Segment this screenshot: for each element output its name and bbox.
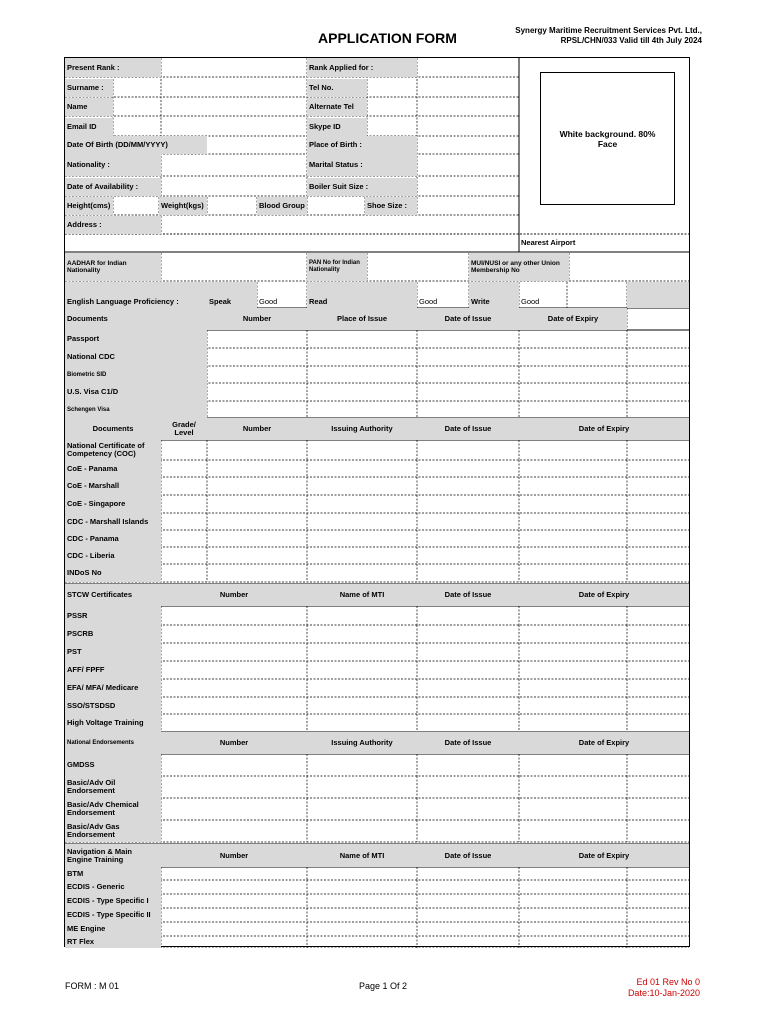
- revision-date: Date:10-Jan-2020: [627, 988, 700, 998]
- documents-header-4: Date of Expiry: [519, 308, 627, 330]
- stcw-row-0-field-4[interactable]: [519, 606, 627, 625]
- blood-group-field[interactable]: [307, 197, 365, 215]
- stcw-row-3-field-1[interactable]: [161, 661, 307, 679]
- stcw-row-2-field-2[interactable]: [307, 643, 417, 661]
- documents-row-1-field-3[interactable]: [417, 348, 519, 366]
- documents-row-2-field-5[interactable]: [627, 366, 689, 383]
- stcw-row-1-field-4[interactable]: [519, 625, 627, 643]
- stcw-header-1: Number: [161, 584, 307, 606]
- endorsements-row-1-label: Basic/Adv Oil Endorsement: [65, 776, 161, 798]
- stcw-row-4-field-1[interactable]: [161, 679, 307, 697]
- stcw-row-5-label: SSO/STSDSD: [65, 697, 161, 714]
- navigation-header-3: Date of Issue: [417, 844, 519, 867]
- navigation-row-2-field-3[interactable]: [417, 894, 519, 908]
- coc-row-4-field-1[interactable]: [161, 513, 207, 530]
- revision-info: [628, 977, 700, 999]
- navigation-row-1-label: ECDIS - Generic: [65, 880, 161, 894]
- navigation-row-4-field-2[interactable]: [307, 922, 417, 936]
- coc-row-6-field-6[interactable]: [627, 547, 689, 564]
- name-label: Name: [65, 98, 113, 116]
- coc-row-2-field-5[interactable]: [519, 477, 627, 495]
- rank-applied-field[interactable]: [417, 58, 519, 77]
- stcw-row-3-field-2[interactable]: [307, 661, 417, 679]
- coc-row-5-field-6[interactable]: [627, 530, 689, 547]
- endorsements-row-3-field-4[interactable]: [519, 820, 627, 842]
- shoe-label: Shoe Size :: [365, 197, 417, 215]
- coc-row-3-field-6[interactable]: [627, 495, 689, 513]
- documents-header-0: Documents: [65, 308, 207, 330]
- coc-row-7-field-4[interactable]: [417, 564, 519, 582]
- union-field[interactable]: [569, 253, 689, 281]
- pan-label: PAN No for Indian Nationality: [307, 253, 367, 281]
- coc-row-6-field-5[interactable]: [519, 547, 627, 564]
- documents-row-4-field-1[interactable]: [207, 401, 307, 418]
- coc-row-4-field-2[interactable]: [207, 513, 307, 530]
- endorsements-header-0: National Endorsements: [65, 732, 161, 754]
- present-rank-label: Present Rank :: [65, 58, 161, 77]
- stcw-header-4: Date of Expiry: [519, 584, 689, 606]
- address-label: Address :: [65, 216, 161, 234]
- stcw-row-2-field-1[interactable]: [161, 643, 307, 661]
- navigation-row-3-field-5[interactable]: [627, 908, 689, 922]
- navigation-row-0-label: BTM: [65, 867, 161, 880]
- coc-row-6-field-2[interactable]: [207, 547, 307, 564]
- stcw-row-6-field-3[interactable]: [417, 714, 519, 732]
- coc-row-4-field-3[interactable]: [307, 513, 417, 530]
- weight-field[interactable]: [207, 197, 257, 215]
- stcw-row-4-field-5[interactable]: [627, 679, 689, 697]
- navigation-row-5-field-2[interactable]: [307, 936, 417, 948]
- documents-row-0-field-1[interactable]: [207, 330, 307, 348]
- navigation-row-4-field-5[interactable]: [627, 922, 689, 936]
- tel-label: Tel No.: [307, 79, 367, 97]
- english-extra-cell: [627, 282, 689, 308]
- navigation-row-2-field-4[interactable]: [519, 894, 627, 908]
- stcw-header-3: Date of Issue: [417, 584, 519, 606]
- stcw-row-1-field-3[interactable]: [417, 625, 519, 643]
- alt-tel-label: Alternate Tel: [307, 98, 367, 116]
- coc-row-7-field-6[interactable]: [627, 564, 689, 582]
- stcw-row-4-label: EFA/ MFA/ Medicare: [65, 679, 161, 697]
- stcw-row-4-field-3[interactable]: [417, 679, 519, 697]
- navigation-row-0-field-3[interactable]: [417, 867, 519, 880]
- coc-row-2-label: CoE - Marshall: [65, 477, 161, 495]
- pob-field[interactable]: [417, 136, 519, 154]
- stcw-row-1-field-5[interactable]: [627, 625, 689, 643]
- navigation-row-2-field-5[interactable]: [627, 894, 689, 908]
- coc-row-7-label: INDoS No: [65, 564, 161, 582]
- endorsements-header-2: Issuing Authority: [307, 732, 417, 754]
- endorsements-header-1: Number: [161, 732, 307, 754]
- coc-header-5: Date of Expiry: [519, 418, 689, 440]
- coc-row-4-field-4[interactable]: [417, 513, 519, 530]
- navigation-row-1-field-4[interactable]: [519, 880, 627, 894]
- endorsements-row-0-label: GMDSS: [65, 754, 161, 776]
- endorsements-row-2-field-3[interactable]: [417, 798, 519, 820]
- navigation-header-4: Date of Expiry: [519, 844, 689, 867]
- surname-field[interactable]: [113, 79, 307, 97]
- navigation-row-1-field-3[interactable]: [417, 880, 519, 894]
- navigation-row-0-field-5[interactable]: [627, 867, 689, 880]
- endorsements-row-2-label: Basic/Adv Chemical Endorsement: [65, 798, 161, 820]
- weight-label: Weight(kgs): [159, 197, 207, 215]
- stcw-row-5-field-3[interactable]: [417, 697, 519, 714]
- stcw-row-1-field-1[interactable]: [161, 625, 307, 643]
- height-label: Height(cms): [65, 197, 113, 215]
- nearest-airport-field[interactable]: [627, 234, 689, 251]
- navigation-header-2: Name of MTI: [307, 844, 417, 867]
- documents-header-1: Number: [207, 308, 307, 330]
- coc-header-0: Documents: [65, 418, 161, 440]
- license-validity: RPSL/CHN/033 Valid till 4th July 2024: [560, 36, 702, 45]
- endorsements-row-2-field-1[interactable]: [161, 798, 307, 820]
- navigation-row-4-label: ME Engine: [65, 922, 161, 936]
- coc-row-1-field-4[interactable]: [417, 460, 519, 477]
- endorsements-row-1-field-2[interactable]: [307, 776, 417, 798]
- boiler-label: Boiler Suit Size :: [307, 178, 417, 196]
- nationality-label: Nationality :: [65, 154, 161, 176]
- coc-row-5-label: CDC - Panama: [65, 530, 161, 547]
- write-value[interactable]: Good: [521, 297, 540, 306]
- coc-row-5-field-5[interactable]: [519, 530, 627, 547]
- stcw-row-5-field-5[interactable]: [627, 697, 689, 714]
- documents-row-2-label: Biometric SID: [65, 366, 207, 383]
- coc-row-1-field-2[interactable]: [207, 460, 307, 477]
- stcw-row-0-field-5[interactable]: [627, 606, 689, 625]
- coc-row-3-label: CoE - Singapore: [65, 495, 161, 513]
- stcw-row-2-label: PST: [65, 643, 161, 661]
- documents-row-4-field-5[interactable]: [627, 401, 689, 418]
- email-field[interactable]: [113, 118, 307, 136]
- coc-row-3-field-5[interactable]: [519, 495, 627, 513]
- navigation-row-0-field-4[interactable]: [519, 867, 627, 880]
- coc-row-1-field-6[interactable]: [627, 460, 689, 477]
- coc-row-4-label: CDC - Marshall Islands: [65, 513, 161, 530]
- navigation-row-1-field-1[interactable]: [161, 880, 307, 894]
- endorsements-row-0-field-4[interactable]: [519, 754, 627, 776]
- stcw-header-2: Name of MTI: [307, 584, 417, 606]
- navigation-row-3-field-4[interactable]: [519, 908, 627, 922]
- boiler-field[interactable]: [417, 178, 519, 196]
- coc-header-3: Issuing Authority: [307, 418, 417, 440]
- coc-row-0-field-2[interactable]: [207, 440, 307, 460]
- documents-row-4-field-2[interactable]: [307, 401, 417, 418]
- coc-row-3-field-3[interactable]: [307, 495, 417, 513]
- page-number: Page 1 Of 2: [359, 981, 408, 991]
- availability-field[interactable]: [161, 178, 307, 196]
- documents-row-0-label: Passport: [65, 330, 207, 348]
- form-title: APPLICATION FORM: [318, 30, 457, 46]
- coc-row-5-field-4[interactable]: [417, 530, 519, 547]
- coc-header-2: Number: [207, 418, 307, 440]
- stcw-header-0: STCW Certificates: [65, 584, 161, 606]
- navigation-row-4-field-1[interactable]: [161, 922, 307, 936]
- coc-row-5-field-2[interactable]: [207, 530, 307, 547]
- aadhar-label: AADHAR for Indian Nationality: [65, 253, 161, 281]
- stcw-row-1-field-2[interactable]: [307, 625, 417, 643]
- coc-row-2-field-1[interactable]: [161, 477, 207, 495]
- navigation-row-2-field-2[interactable]: [307, 894, 417, 908]
- stcw-row-6-field-1[interactable]: [161, 714, 307, 732]
- read-value[interactable]: Good: [419, 297, 438, 306]
- documents-header-2: Place of Issue: [307, 308, 417, 330]
- documents-row-1-field-1[interactable]: [207, 348, 307, 366]
- coc-header-4: Date of Issue: [417, 418, 519, 440]
- navigation-row-5-field-4[interactable]: [519, 936, 627, 948]
- documents-row-4-field-4[interactable]: [519, 401, 627, 418]
- coc-row-4-field-5[interactable]: [519, 513, 627, 530]
- coc-row-0-field-4[interactable]: [417, 440, 519, 460]
- speak-value[interactable]: Good: [259, 297, 278, 306]
- name-field[interactable]: [113, 98, 307, 116]
- documents-row-3-field-5[interactable]: [627, 383, 689, 401]
- navigation-row-4-field-3[interactable]: [417, 922, 519, 936]
- coc-row-6-field-1[interactable]: [161, 547, 207, 564]
- navigation-row-5-field-3[interactable]: [417, 936, 519, 948]
- documents-row-4-label: Schengen Visa: [65, 401, 207, 418]
- stcw-row-0-field-3[interactable]: [417, 606, 519, 625]
- availability-label: Date of Availability :: [65, 178, 161, 196]
- pob-label: Place of Birth :: [307, 136, 417, 154]
- stcw-row-6-field-2[interactable]: [307, 714, 417, 732]
- endorsements-row-0-field-5[interactable]: [627, 754, 689, 776]
- endorsements-row-3-field-5[interactable]: [627, 820, 689, 842]
- nearest-airport-label: Nearest Airport: [521, 237, 576, 247]
- alt-tel-field[interactable]: [367, 98, 519, 116]
- navigation-row-2-field-1[interactable]: [161, 894, 307, 908]
- coc-row-0-label: National Certificate of Competency (COC): [65, 440, 161, 460]
- documents-row-1-label: National CDC: [65, 348, 207, 366]
- endorsements-row-3-field-2[interactable]: [307, 820, 417, 842]
- documents-row-0-field-2[interactable]: [307, 330, 417, 348]
- coc-row-6-field-3[interactable]: [307, 547, 417, 564]
- documents-row-2-field-3[interactable]: [417, 366, 519, 383]
- stcw-row-3-field-3[interactable]: [417, 661, 519, 679]
- coc-row-2-field-6[interactable]: [627, 477, 689, 495]
- company-info: [515, 26, 702, 46]
- coc-row-3-field-2[interactable]: [207, 495, 307, 513]
- documents-row-1-field-2[interactable]: [307, 348, 417, 366]
- application-form-grid: [64, 57, 690, 947]
- documents-row-2-field-4[interactable]: [519, 366, 627, 383]
- english-proficiency-label: English Language Proficiency :: [65, 282, 207, 308]
- navigation-row-0-field-2[interactable]: [307, 867, 417, 880]
- endorsements-header-4: Date of Expiry: [519, 732, 689, 754]
- documents-row-4-field-3[interactable]: [417, 401, 519, 418]
- stcw-row-4-field-2[interactable]: [307, 679, 417, 697]
- surname-label: Surname :: [65, 79, 113, 97]
- coc-row-0-field-3[interactable]: [307, 440, 417, 460]
- endorsements-row-0-field-2[interactable]: [307, 754, 417, 776]
- nationality-field[interactable]: [161, 154, 307, 176]
- stcw-row-1-label: PSCRB: [65, 625, 161, 643]
- coc-row-1-field-5[interactable]: [519, 460, 627, 477]
- stcw-row-2-field-3[interactable]: [417, 643, 519, 661]
- write-label: Write: [469, 282, 519, 308]
- rank-applied-label: Rank Applied for :: [307, 58, 417, 77]
- coc-row-5-field-1[interactable]: [161, 530, 207, 547]
- endorsements-row-2-field-5[interactable]: [627, 798, 689, 820]
- coc-row-3-field-1[interactable]: [161, 495, 207, 513]
- navigation-row-4-field-4[interactable]: [519, 922, 627, 936]
- stcw-row-3-label: AFF/ FPFF: [65, 661, 161, 679]
- documents-row-2-field-1[interactable]: [207, 366, 307, 383]
- stcw-row-6-field-5[interactable]: [627, 714, 689, 732]
- dob-label: Date Of Birth (DD/MM/YYYY): [65, 136, 207, 154]
- documents-row-3-field-1[interactable]: [207, 383, 307, 401]
- navigation-row-3-field-2[interactable]: [307, 908, 417, 922]
- photo-placeholder[interactable]: White background. 80% Face: [540, 72, 675, 205]
- coc-row-2-field-3[interactable]: [307, 477, 417, 495]
- navigation-header-1: Number: [161, 844, 307, 867]
- documents-row-3-field-3[interactable]: [417, 383, 519, 401]
- height-field[interactable]: [113, 197, 159, 215]
- navigation-row-2-label: ECDIS - Type Specific I: [65, 894, 161, 908]
- endorsements-row-3-field-3[interactable]: [417, 820, 519, 842]
- stcw-row-3-field-5[interactable]: [627, 661, 689, 679]
- coc-row-4-field-6[interactable]: [627, 513, 689, 530]
- coc-row-1-field-1[interactable]: [161, 460, 207, 477]
- coc-row-7-field-1[interactable]: [161, 564, 207, 582]
- endorsements-row-0-field-3[interactable]: [417, 754, 519, 776]
- skype-field[interactable]: [367, 118, 519, 136]
- navigation-row-0-field-1[interactable]: [161, 867, 307, 880]
- stcw-row-0-field-1[interactable]: [161, 606, 307, 625]
- navigation-row-1-field-5[interactable]: [627, 880, 689, 894]
- coc-header-1: Grade/ Level: [161, 418, 207, 440]
- endorsements-row-1-field-5[interactable]: [627, 776, 689, 798]
- endorsements-row-1-field-4[interactable]: [519, 776, 627, 798]
- documents-row-3-field-2[interactable]: [307, 383, 417, 401]
- endorsements-row-2-field-4[interactable]: [519, 798, 627, 820]
- stcw-row-5-field-4[interactable]: [519, 697, 627, 714]
- endorsements-row-2-field-2[interactable]: [307, 798, 417, 820]
- present-rank-field[interactable]: [161, 58, 307, 77]
- dob-field[interactable]: [207, 136, 307, 154]
- endorsements-row-0-field-1[interactable]: [161, 754, 307, 776]
- navigation-header-0: Navigation & Main Engine Training: [65, 844, 161, 867]
- stcw-row-5-field-1[interactable]: [161, 697, 307, 714]
- documents-row-1-field-4[interactable]: [519, 348, 627, 366]
- endorsements-row-1-field-3[interactable]: [417, 776, 519, 798]
- coc-row-0-field-5[interactable]: [519, 440, 627, 460]
- stcw-row-0-field-2[interactable]: [307, 606, 417, 625]
- endorsements-header-3: Date of Issue: [417, 732, 519, 754]
- union-label: MUI/NUSI or any other Union Membership No: [469, 253, 569, 281]
- coc-row-1-label: CoE - Panama: [65, 460, 161, 477]
- navigation-row-1-field-2[interactable]: [307, 880, 417, 894]
- coc-row-7-field-3[interactable]: [307, 564, 417, 582]
- stcw-row-4-field-4[interactable]: [519, 679, 627, 697]
- documents-row-1-field-5[interactable]: [627, 348, 689, 366]
- aadhar-field[interactable]: [161, 253, 307, 281]
- documents-header-3: Date of Issue: [417, 308, 519, 330]
- edition: Ed 01 Rev No 0: [636, 977, 700, 987]
- stcw-row-2-field-4[interactable]: [519, 643, 627, 661]
- address-field[interactable]: [161, 216, 689, 234]
- navigation-row-5-label: RT Flex: [65, 936, 161, 948]
- coc-row-2-field-4[interactable]: [417, 477, 519, 495]
- stcw-row-2-field-5[interactable]: [627, 643, 689, 661]
- email-label: Email ID: [65, 118, 113, 136]
- company-name: Synergy Maritime Recruitment Services Pvt. Ltd.,: [515, 26, 702, 35]
- documents-row-0-field-3[interactable]: [417, 330, 519, 348]
- pan-field[interactable]: [367, 253, 469, 281]
- endorsements-row-3-field-1[interactable]: [161, 820, 307, 842]
- coc-row-5-field-3[interactable]: [307, 530, 417, 547]
- documents-row-0-field-5[interactable]: [627, 330, 689, 348]
- blood-group-label: Blood Group: [257, 197, 307, 215]
- navigation-row-5-field-1[interactable]: [161, 936, 307, 948]
- form-number: FORM : M 01: [65, 981, 120, 991]
- documents-row-3-field-4[interactable]: [519, 383, 627, 401]
- coc-row-6-label: CDC - Liberia: [65, 547, 161, 564]
- tel-field[interactable]: [367, 79, 519, 97]
- stcw-row-3-field-4[interactable]: [519, 661, 627, 679]
- read-label: Read: [307, 282, 417, 308]
- coc-row-3-field-4[interactable]: [417, 495, 519, 513]
- stcw-row-6-field-4[interactable]: [519, 714, 627, 732]
- stcw-row-0-label: PSSR: [65, 606, 161, 625]
- documents-row-3-label: U.S. Visa C1/D: [65, 383, 207, 401]
- documents-row-0-field-4[interactable]: [519, 330, 627, 348]
- coc-row-0-field-1[interactable]: [161, 440, 207, 460]
- coc-row-7-field-5[interactable]: [519, 564, 627, 582]
- coc-row-0-field-6[interactable]: [627, 440, 689, 460]
- coc-row-7-field-2[interactable]: [207, 564, 307, 582]
- coc-row-1-field-3[interactable]: [307, 460, 417, 477]
- marital-field[interactable]: [417, 154, 519, 176]
- documents-row-2-field-2[interactable]: [307, 366, 417, 383]
- navigation-row-3-field-1[interactable]: [161, 908, 307, 922]
- navigation-row-5-field-5[interactable]: [627, 936, 689, 948]
- endorsements-row-3-label: Basic/Adv Gas Endorsement: [65, 820, 161, 842]
- coc-row-2-field-2[interactable]: [207, 477, 307, 495]
- stcw-row-5-field-2[interactable]: [307, 697, 417, 714]
- navigation-row-3-label: ECDIS - Type Specific II: [65, 908, 161, 922]
- stcw-row-6-label: High Voltage Training: [65, 714, 161, 732]
- endorsements-row-1-field-1[interactable]: [161, 776, 307, 798]
- shoe-field[interactable]: [417, 197, 519, 215]
- navigation-row-3-field-3[interactable]: [417, 908, 519, 922]
- skype-label: Skype ID: [307, 118, 367, 136]
- speak-label: Speak: [207, 282, 257, 308]
- coc-row-6-field-4[interactable]: [417, 547, 519, 564]
- marital-label: Marital Status :: [307, 154, 417, 176]
